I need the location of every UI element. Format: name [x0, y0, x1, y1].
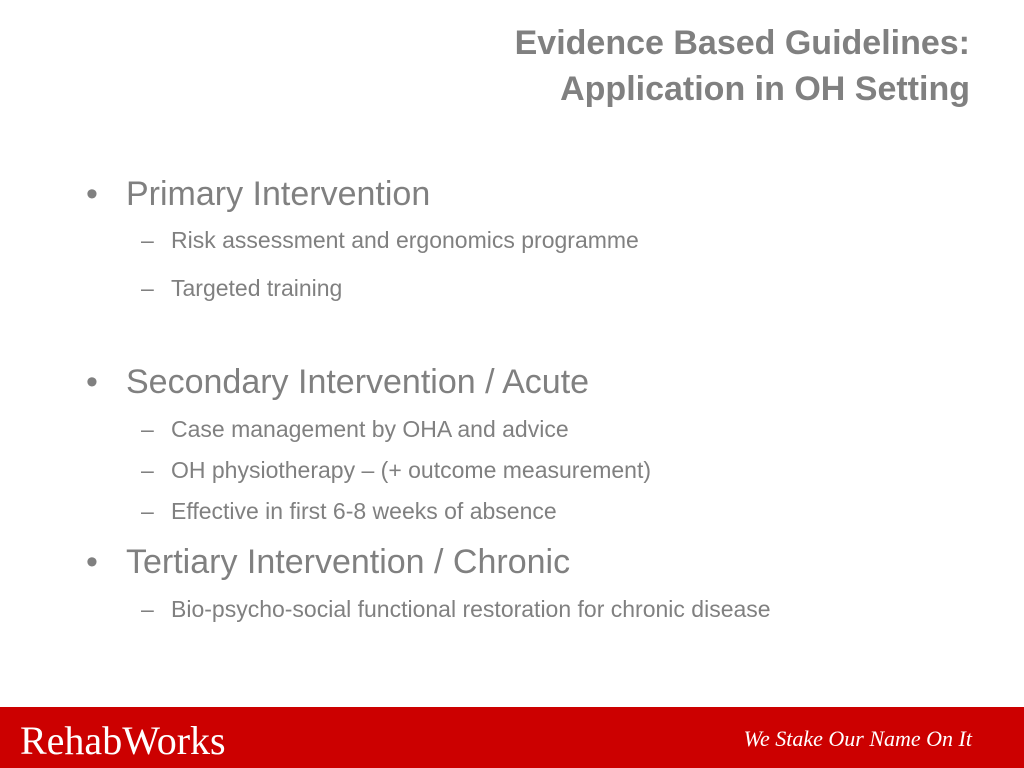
- sub-item-targeted-training: [141, 273, 342, 303]
- title-line-1: Evidence Based Guidelines:: [514, 24, 970, 62]
- dash-icon: –: [141, 457, 154, 483]
- bullet-secondary-intervention: [86, 362, 589, 402]
- bullet-primary-intervention: [86, 174, 430, 214]
- bullet-icon: •: [86, 363, 98, 401]
- sub-item-text: Case management by OHA and advice: [171, 416, 569, 442]
- sub-item-risk-assessment: [141, 225, 639, 255]
- rehabworks-logo: RehabWorks: [20, 718, 226, 763]
- sub-item-text: Targeted training: [171, 275, 343, 301]
- bullet-tertiary-intervention: [86, 542, 570, 582]
- tagline: We Stake Our Name On It: [743, 726, 972, 751]
- bullet-text: Tertiary Intervention / Chronic: [126, 543, 571, 581]
- sub-item-text: Effective in first 6-8 weeks of absence: [171, 498, 557, 524]
- bullet-text: Secondary Intervention / Acute: [126, 363, 590, 401]
- sub-item-case-management: [141, 414, 569, 444]
- sub-item-oh-physiotherapy: [141, 455, 651, 485]
- slide-title: [270, 20, 970, 112]
- dash-icon: –: [141, 275, 154, 301]
- sub-item-text: OH physiotherapy – (+ outcome measurement): [171, 457, 652, 483]
- sub-item-effective-first-weeks: [141, 496, 557, 526]
- title-line-2: Application in OH Setting: [560, 70, 970, 108]
- bullet-icon: •: [86, 175, 98, 213]
- bullet-text: Primary Intervention: [126, 175, 431, 213]
- bullet-icon: •: [86, 543, 98, 581]
- dash-icon: –: [141, 416, 154, 442]
- dash-icon: –: [141, 596, 154, 622]
- sub-item-text: Risk assessment and ergonomics programme: [171, 227, 639, 253]
- dash-icon: –: [141, 498, 154, 524]
- sub-item-bio-psycho-social: [141, 594, 771, 624]
- sub-item-text: Bio-psycho-social functional restoration for chronic disease: [171, 596, 771, 622]
- dash-icon: –: [141, 227, 154, 253]
- footer-bar: [0, 707, 1024, 768]
